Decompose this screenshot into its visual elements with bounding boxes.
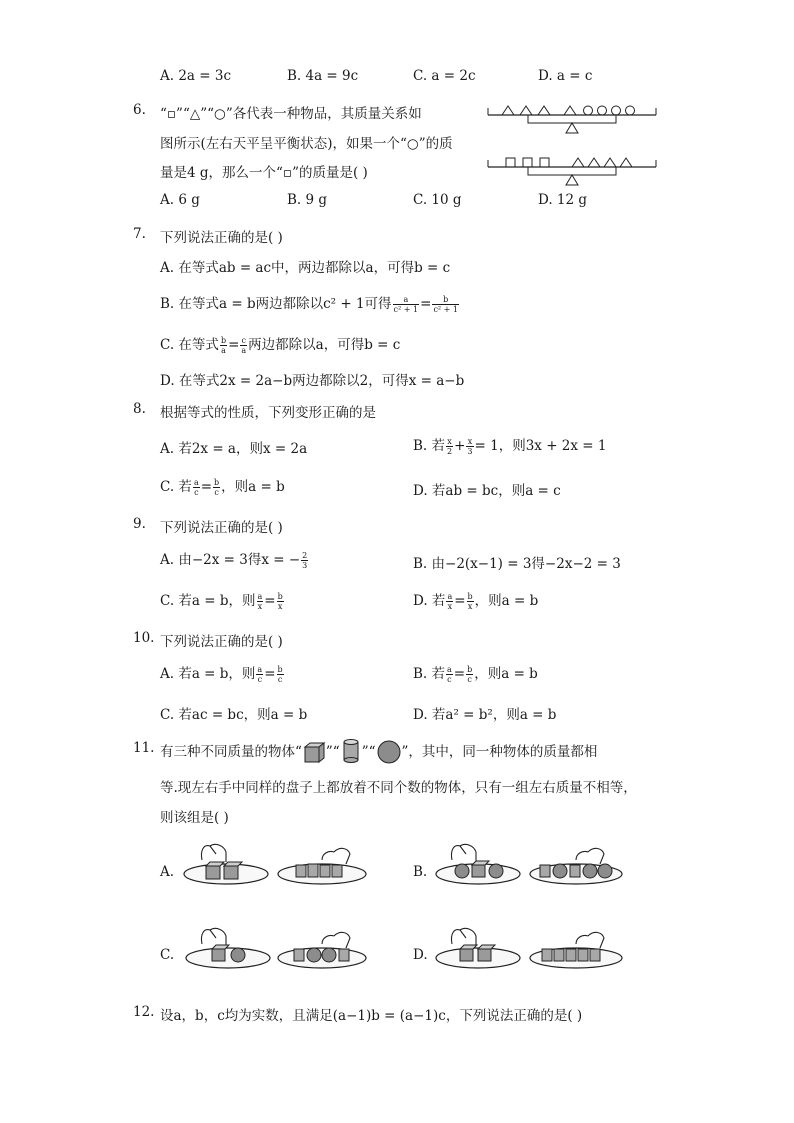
cylinder-icon [340, 743, 362, 763]
q6-balance-figure-2 [488, 152, 658, 192]
q6-option-a: A. 6 g [160, 192, 200, 208]
q7-option-b-fraction-right: $\frac{b}{\text{c² + 1}}$ [433, 295, 459, 314]
q9-option-a: A. 由−2x = 3得x = − $\frac{2}{3}$ [160, 551, 308, 570]
q10-option-a: A. 若a = b，则 $\frac{a}{c}$ = $\frac{b}{c}$ [160, 665, 283, 684]
q6-stem-line2: 图所示(左右天平呈平衡状态)，如果一个“○”的质 [160, 136, 453, 152]
q6-option-c: C. 10 g [413, 192, 462, 208]
q11-number: 11. [133, 740, 155, 756]
q10-stem: 下列说法正确的是( ) [160, 634, 283, 650]
q7-option-b: B. 在等式a = b两边都除以c² + 1可得 $\frac{a}{\text{c² + 1}}$ = $\frac{b}{\text{c² + 1}}$ [160, 295, 459, 314]
q7-option-c-fraction-left: $\frac{b}{a}$ [220, 336, 227, 355]
q9-stem: 下列说法正确的是( ) [160, 520, 283, 536]
q11-stem-line1: 有三种不同质量的物体“ ”“ ”“ ”，其中，同一种物体的质量都相 [160, 740, 597, 763]
q9-option-c: C. 若a = b，则 $\frac{a}{x}$ = $\frac{b}{x}$ [160, 592, 283, 611]
q10-option-c: C. 若ac = bc，则a = b [160, 707, 308, 723]
q6-option-d: D. 12 g [538, 192, 588, 208]
q11-stem-line3: 则该组是( ) [160, 810, 229, 826]
q12-stem: 设a，b，c均为实数，且满足(a−1)b = (a−1)c，下列说法正确的是( ) [160, 1008, 583, 1024]
q7-stem: 下列说法正确的是( ) [160, 230, 283, 246]
q5-option-a: A. 2a = 3c [160, 68, 232, 84]
q12-number: 12. [133, 1004, 155, 1020]
q8-option-b: B. 若 $\frac{x}{2}$ + $\frac{x}{3}$ = 1，则3x + 2x = 1 [413, 437, 607, 456]
q8-option-c: C. 若 $\frac{a}{c}$ = $\frac{b}{c}$ ，则a = b [160, 478, 285, 497]
q10-number: 10. [133, 630, 155, 646]
q11-option-a-plates [182, 838, 382, 898]
q8-option-a: A. 若2x = a，则x = 2a [160, 441, 308, 457]
q7-option-b-fraction-left: $\frac{a}{\text{c² + 1}}$ [393, 295, 419, 314]
q5-option-c: C. a = 2c [413, 68, 476, 84]
q7-option-b-text: B. 在等式a = b两边都除以c² + 1可得 [160, 296, 392, 312]
q11-option-c-plates [182, 922, 382, 982]
q7-number: 7. [133, 226, 146, 242]
q9-number: 9. [133, 516, 146, 532]
q9-option-d: D. 若 $\frac{a}{x}$ = $\frac{b}{x}$ ，则a = b [413, 592, 539, 611]
q11-option-b-label: B. [413, 864, 428, 880]
q7-option-d: D. 在等式2x = 2a−b两边都除以2，可得x = a−b [160, 373, 465, 389]
q11-option-d-plates [432, 922, 632, 982]
cube-icon [302, 743, 326, 763]
q6-stem-line3: 量是4 g，那么一个“▫”的质量是( ) [160, 165, 368, 181]
q11-option-c-label: C. [160, 947, 175, 963]
q10-option-b: B. 若 $\frac{a}{c}$ = $\frac{b}{c}$ ，则a = b [413, 665, 538, 684]
q5-option-d: D. a = c [538, 68, 593, 84]
q6-stem-line1: “▫”“△”“○”各代表一种物品，其质量关系如 [160, 106, 422, 122]
q8-option-d: D. 若ab = bc，则a = c [413, 483, 561, 499]
q10-option-d: D. 若a² = b²，则a = b [413, 707, 557, 723]
q8-stem: 根据等式的性质，下列变形正确的是 [160, 405, 376, 421]
ball-icon [376, 743, 402, 763]
q11-stem-line2: 等.现左右手中同样的盘子上都放着不同个数的物体，只有一组左右质量不相等， [160, 780, 637, 796]
q6-option-b: B. 9 g [287, 192, 328, 208]
q6-number: 6. [133, 102, 146, 118]
q6-balance-figure-1 [488, 100, 658, 140]
q5-option-b: B. 4a = 9c [287, 68, 359, 84]
q9-option-b: B. 由−2(x−1) = 3得−2x−2 = 3 [413, 556, 621, 572]
q11-option-d-label: D. [413, 947, 428, 963]
q8-number: 8. [133, 401, 146, 417]
q11-option-a-label: A. [160, 864, 175, 880]
q7-option-a: A. 在等式ab = ac中，两边都除以a，可得b = c [160, 260, 451, 276]
q11-option-b-plates [432, 838, 632, 898]
q7-option-c-fraction-right: $\frac{c}{a}$ [241, 336, 247, 355]
q7-option-c: C. 在等式 $\frac{b}{a}$ = $\frac{c}{a}$ 两边都除以a，可得b = c [160, 336, 401, 355]
